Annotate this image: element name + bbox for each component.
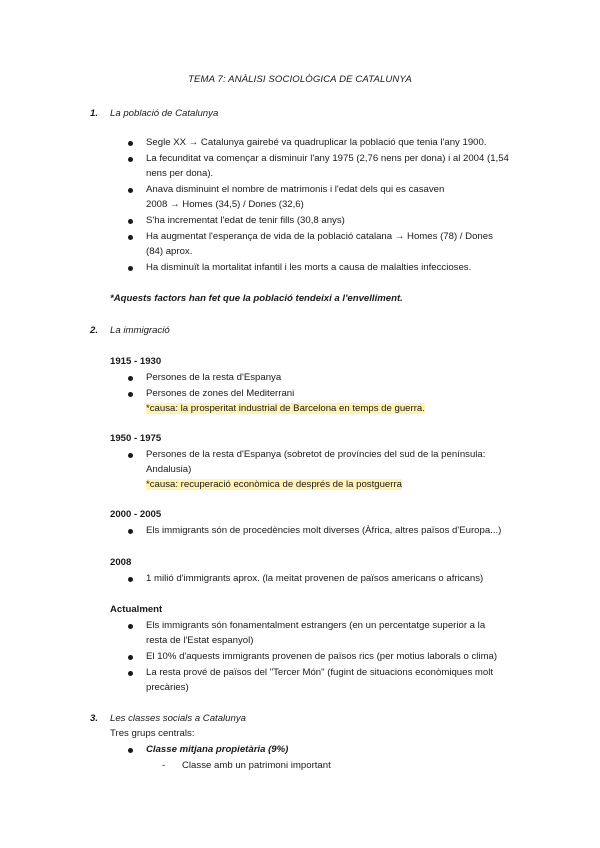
list-item-continuation: precàries) — [146, 682, 189, 693]
cause-highlight: *causa: recuperació econòmica de després de la postguerra — [146, 479, 402, 490]
section-3-intro: Tres grups centrals: — [110, 728, 195, 739]
section-2-number: 2. — [90, 325, 99, 336]
cause-highlight: *causa: la prosperitat industrial de Barcelona en temps de guerra. — [146, 403, 425, 414]
section-1-number: 1. — [90, 108, 99, 119]
page-title: TEMA 7: ANÀLISI SOCIOLÒGICA DE CATALUNYA — [188, 74, 412, 85]
section-3-number: 3. — [90, 713, 99, 724]
list-item: Ha disminuït la mortalitat infantil i les morts a causa de malalties infeccioses. — [146, 262, 472, 273]
list-item-continuation: (84) aprox. — [146, 246, 193, 257]
bullet-icon — [128, 188, 133, 193]
section-3-title: Les classes socials a Catalunya — [110, 713, 246, 724]
list-item: El 10% d'aquests immigrants provenen de països rics (per motius laborals o clima) — [146, 651, 498, 662]
bullet-icon — [128, 157, 133, 162]
bullet-icon — [128, 671, 133, 676]
bullet-icon — [128, 655, 133, 660]
bullet-icon — [128, 376, 133, 381]
bullet-icon — [128, 235, 133, 240]
bullet-icon — [128, 392, 133, 397]
bullet-icon — [128, 453, 133, 458]
bullet-icon — [128, 577, 133, 582]
bullet-icon — [128, 624, 133, 629]
list-item: La resta prové de països del "Tercer Món" (fugint de situacions econòmiques molt — [146, 667, 494, 678]
list-item: Ha augmentat l'esperança de vida de la població catalana → Homes (78) / Dones — [146, 231, 493, 242]
period-heading: 1950 - 1975 — [110, 433, 162, 444]
section-2-title: La immigració — [110, 325, 170, 336]
bullet-icon — [128, 748, 133, 753]
list-item: Persones de la resta d'Espanya — [146, 372, 282, 383]
period-heading: 2000 - 2005 — [110, 509, 162, 520]
bullet-icon — [128, 141, 133, 146]
bullet-icon — [128, 219, 133, 224]
period-heading: Actualment — [110, 604, 163, 615]
section-1-title: La població de Catalunya — [110, 108, 219, 119]
period-heading: 2008 — [110, 557, 132, 568]
dash-marker: - — [162, 760, 166, 771]
bullet-icon — [128, 266, 133, 271]
list-item-continuation: 2008 → Homes (34,5) / Dones (32,6) — [146, 199, 304, 210]
group-heading: Classe mitjana propietària (9%) — [146, 744, 289, 755]
bullet-icon — [128, 529, 133, 534]
list-item: Anava disminuint el nombre de matrimonis i l'edat dels qui es casaven — [146, 184, 445, 195]
list-item: S'ha incrementat l'edat de tenir fills (30,8 anys) — [146, 215, 345, 226]
list-item: Els immigrants són de procedències molt diverses (Àfrica, altres països d'Europa...) — [146, 525, 502, 536]
section-1-note: *Aquests factors han fet que la població tendeixi a l'envelliment. — [110, 293, 403, 304]
list-item-continuation: resta de l'Estat espanyol) — [146, 635, 254, 646]
list-item: Els immigrants són fonamentalment estrangers (en un percentatge superior a la — [146, 620, 486, 631]
list-item: Persones de zones del Mediterrani — [146, 388, 295, 399]
list-item: Persones de la resta d'Espanya (sobretot de províncies del sud de la península: — [146, 449, 486, 460]
cause-note — [146, 479, 402, 490]
period-heading: 1915 - 1930 — [110, 356, 162, 367]
cause-note — [146, 403, 425, 414]
list-item-continuation: Andalusia) — [146, 464, 192, 475]
list-item: Segle XX → Catalunya gairebé va quadruplicar la població que tenia l'any 1900. — [146, 137, 487, 148]
group-description: Classe amb un patrimoni important — [182, 760, 331, 771]
list-item-continuation: nens per dona). — [146, 168, 214, 179]
list-item: 1 milió d'immigrants aprox. (la meitat provenen de països americans o africans) — [146, 573, 484, 584]
list-item: La fecunditat va començar a disminuir l'any 1975 (2,76 nens per dona) i al 2004 (1,54 — [146, 153, 509, 164]
